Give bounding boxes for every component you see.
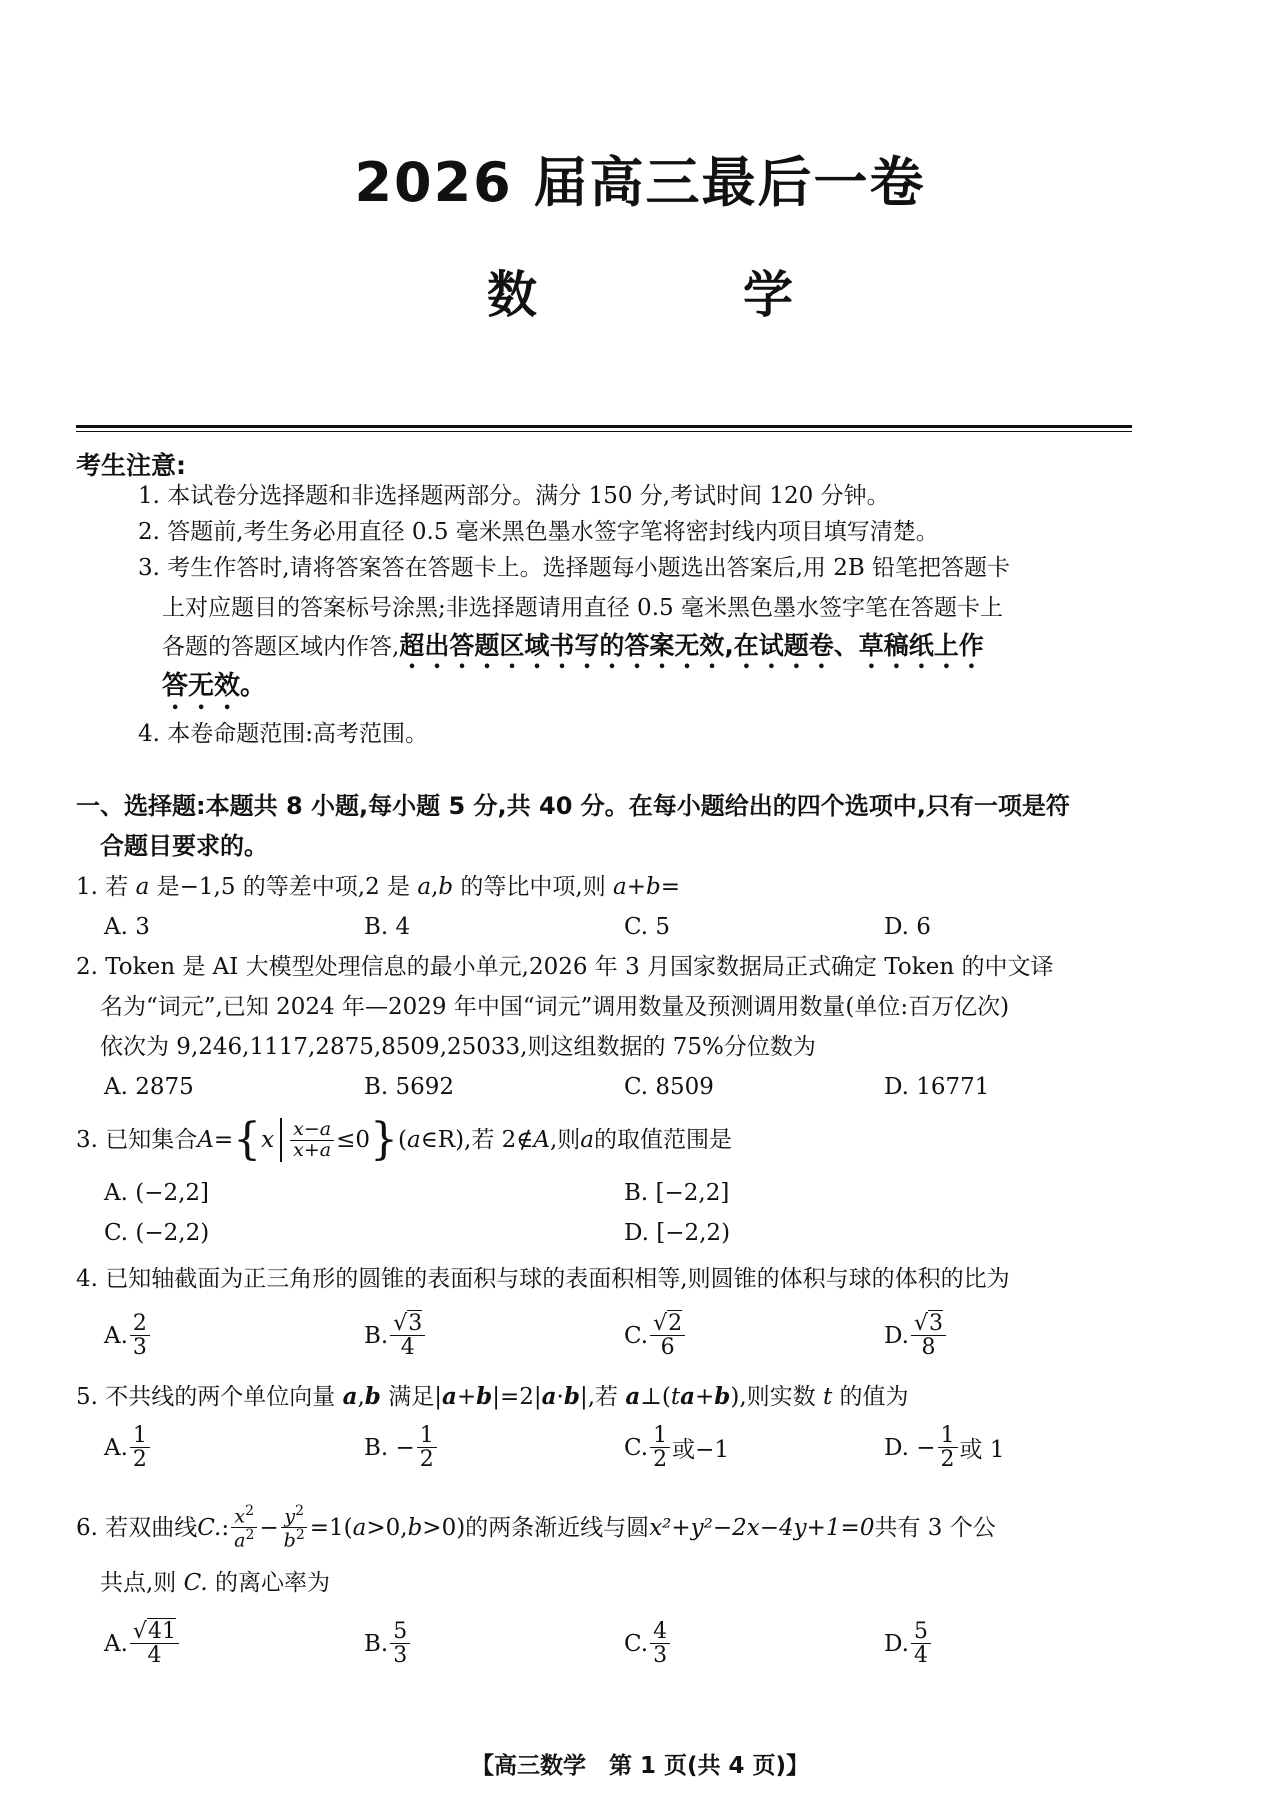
q3-option-b: B. [−2,2] (624, 1180, 730, 1206)
q1-option-a: A. 3 (104, 914, 150, 940)
q6-x-fraction: $\frac{x^2}{a^2}$ (231, 1504, 257, 1552)
question-6-line-2: 共点,则 C. 的离心率为 (100, 1570, 331, 1596)
q4-b-fraction: $\frac{√3}{4}$ (390, 1312, 425, 1359)
q6-option-b: B. $\frac{5}{3}$ (364, 1620, 412, 1667)
exam-title: 2026 届高三最后一卷 (354, 151, 926, 214)
question-3: 3. 已知集合 A = { x $\frac{x-a}{x+a}$ ≤0 } ( a ∈R),若 2∉ A ,则 a 的取值范围是 (76, 1114, 732, 1165)
q4-option-b: B. $\frac{√3}{4}$ (364, 1312, 427, 1359)
question-5: 5. 不共线的两个单位向量 a,b 满足|a+b|=2|a·b|,若 a⊥(ta+b),则实数 t 的值为 (76, 1383, 909, 1410)
section-heading-line-1: 一、选择题:本题共 8 小题,每小题 5 分,共 40 分。在每小题给出的四个选项中,只有一项是符 (76, 792, 1070, 820)
question-1: 1. 若 a 是−1,5 的等差中项,2 是 a,b 的等比中项,则 a+b= (76, 874, 681, 900)
set-brace-left: { (233, 1114, 262, 1165)
notice-item-2: 2. 答题前,考生务必用直径 0.5 毫米黑色墨水签字笔将密封线内项目填写清楚。 (138, 519, 939, 545)
section-heading (76, 786, 1136, 866)
q5-option-a: A. $\frac{1}{2}$ (104, 1424, 152, 1471)
notice-item-3-line-1: 3. 考生作答时,请将答案答在答题卡上。选择题每小题选出答案后,用 2B 铅笔把答题卡 (138, 555, 1011, 581)
question-2-line-1: 2. Token 是 AI 大模型处理信息的最小单元,2026 年 3 月国家数据局正式确定 Token 的中文译 (76, 954, 1054, 980)
page-footer: 【高三数学 第 1 页(共 4 页)】 (470, 1753, 810, 1779)
q4-c-fraction: $\frac{√2}{6}$ (650, 1312, 685, 1359)
q6-option-d: D. $\frac{5}{4}$ (884, 1620, 933, 1667)
q5-option-d: D. − $\frac{1}{2}$ 或 1 (884, 1423, 1005, 1473)
q6-y-fraction: $\frac{y^2}{b^2}$ (281, 1504, 308, 1552)
q5-option-c: C. $\frac{1}{2}$ 或−1 (624, 1423, 729, 1473)
q2-option-b: B. 5692 (364, 1074, 455, 1100)
q2-option-d: D. 16771 (884, 1074, 990, 1100)
notice-item-3-line-3 (162, 628, 984, 675)
divider-thin (76, 431, 1132, 432)
notice-item-3-line-4: 答无效。 (162, 671, 267, 701)
q2-option-a: A. 2875 (104, 1074, 194, 1100)
q3-fraction: $\frac{x-a}{x+a}$ (290, 1120, 334, 1161)
subject-title: 数 学 (487, 266, 871, 324)
question-2-line-3: 依次为 9,246,1117,2875,8509,25033,则这组数据的 75%分位数为 (100, 1034, 816, 1060)
notice-item-1: 1. 本试卷分选择题和非选择题两部分。满分 150 分,考试时间 120 分钟。 (138, 483, 890, 509)
question-6-line-1: 6. 若双曲线 C. : $\frac{x^2}{a^2}$ − $\frac{y^2}{b^2}$ =1( a >0, b >0)的两条渐近线与圆 x²+y²−2x−4y+1=0 共有 3 个公 (76, 1503, 996, 1552)
q1-option-c: C. 5 (624, 914, 671, 940)
q2-option-c: C. 8509 (624, 1074, 714, 1100)
set-brace-right: } (370, 1114, 399, 1165)
q3-option-d: D. [−2,2) (624, 1220, 731, 1246)
q4-option-d: D. $\frac{√3}{8}$ (884, 1312, 948, 1359)
notice-item-3-emphasis: 超出答题区域书写的答案无效,在试题卷、草稿纸上作 (399, 631, 984, 660)
q4-option-c: C. $\frac{√2}{6}$ (624, 1312, 687, 1359)
section-heading-line-2: 合题目要求的。 (100, 832, 268, 860)
q4-option-a: A. $\frac{2}{3}$ (104, 1312, 152, 1359)
notice-item-3-line-3-normal: 各题的答题区域内作答, (162, 634, 400, 660)
q5-option-b: B. − $\frac{1}{2}$ (364, 1424, 439, 1471)
q4-a-fraction: $\frac{2}{3}$ (130, 1312, 150, 1359)
q6-option-c: C. $\frac{4}{3}$ (624, 1620, 672, 1667)
q1-option-d: D. 6 (884, 914, 931, 940)
notice-item-3-line-2: 上对应题目的答案标号涂黑;非选择题请用直径 0.5 毫米黑色墨水签字笔在答题卡上 (162, 595, 1003, 621)
set-bar (280, 1118, 282, 1162)
q4-d-fraction: $\frac{√3}{8}$ (911, 1312, 946, 1359)
q6-option-a: A. $\frac{√41}{4}$ (104, 1620, 181, 1667)
notice-heading: 考生注意: (76, 451, 186, 480)
divider-thick (76, 425, 1132, 428)
q1-option-b: B. 4 (364, 914, 411, 940)
question-4: 4. 已知轴截面为正三角形的圆锥的表面积与球的表面积相等,则圆锥的体积与球的体积的比为 (76, 1266, 1010, 1292)
q3-option-a: A. (−2,2] (104, 1180, 210, 1206)
q3-option-c: C. (−2,2) (104, 1220, 210, 1246)
notice-item-4: 4. 本卷命题范围:高考范围。 (138, 721, 429, 747)
question-2-line-2: 名为“词元”,已知 2024 年—2029 年中国“词元”调用数量及预测调用数量(单位:百万亿次) (100, 994, 1010, 1020)
